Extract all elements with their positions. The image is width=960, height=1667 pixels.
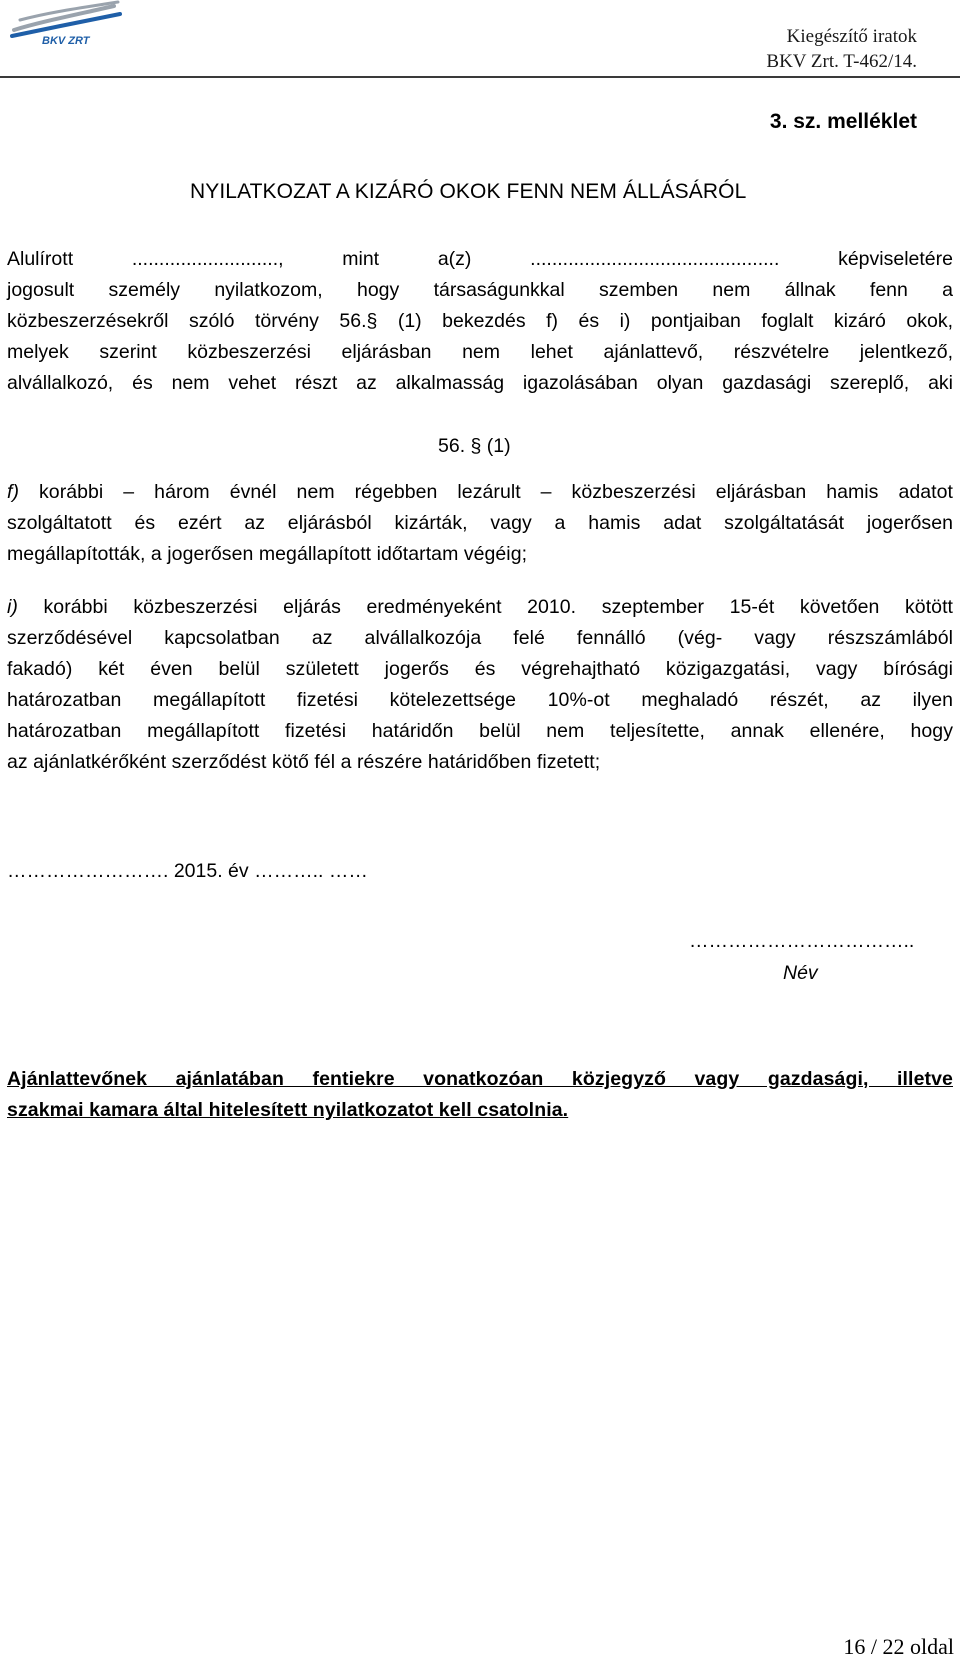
page-number: 16 / 22 oldal	[843, 1634, 954, 1659]
clause-i-text: korábbi közbeszerzési eljárás eredményeként 2010. szeptember 15-ét követően kötött	[17, 596, 953, 618]
clause-f-line: szolgáltatott és ezért az eljárásból kizárták, vagy a hamis adat szolgáltatását jogerősen	[7, 512, 953, 534]
clause-i-marker: i)	[7, 596, 18, 618]
clause-i-line	[7, 592, 953, 623]
intro-line: Alulírott ..........................., mint a(z) .............................................. képviseletére	[7, 248, 953, 270]
clause-f-line	[7, 477, 953, 508]
clause-i-line: az ajánlatkérőként szerződést kötő fél a részére határidőben fizetett;	[7, 751, 601, 773]
document-title: NYILATKOZAT A KIZÁRÓ OKOK FENN NEM ÁLLÁSÁRÓL	[190, 180, 747, 203]
clause-i-line: fakadó) két éven belül született jogerős és végrehajtható közigazgatási, vagy bírósági	[7, 658, 953, 680]
clause-f-marker: f)	[7, 481, 20, 503]
logo-text: BKV ZRT	[42, 35, 90, 47]
intro-line: melyek szerint közbeszerzési eljárásban nem lehet ajánlattevő, részvételre jelentkező,	[7, 341, 953, 363]
note-line: szakmai kamara által hitelesített nyilatkozatot kell csatolnia.	[7, 1099, 569, 1121]
page-header	[0, 0, 960, 79]
header-divider	[0, 76, 960, 78]
header-doc-ref: BKV Zrt. T-462/14.	[766, 51, 917, 72]
annex-label: 3. sz. melléklet	[769, 110, 917, 133]
note-line: Ajánlattevőnek ajánlatában fentiekre vonatkozóan közjegyző vagy gazdasági, illetve	[7, 1068, 953, 1090]
clause-i-line: határozatban megállapított fizetési kötelezettsége 10%-ot meghaladó részét, az ilyen	[7, 689, 953, 711]
attachment-note	[7, 1064, 953, 1126]
header-doc-info	[766, 24, 917, 74]
date-line: ……………………. 2015. év ……….. ……	[7, 860, 368, 882]
clause-i-line: szerződésével kapcsolatban az alvállalkozója felé fennálló (vég- vagy részszámlából	[7, 627, 953, 649]
clause-f	[7, 477, 953, 570]
clause-f-text: korábbi – három évnél nem régebben lezárult – közbeszerzési eljárásban hamis adatot	[19, 481, 953, 503]
clause-i-line: határozatban megállapított fizetési határidőn belül nem teljesítette, annak ellenére, hogy	[7, 720, 953, 742]
law-section-heading: 56. § (1)	[438, 435, 511, 457]
clause-f-line: megállapították, a jogerősen megállapított időtartam végéig;	[7, 543, 528, 565]
clause-i	[7, 592, 953, 778]
header-doc-type: Kiegészítő iratok	[786, 26, 917, 47]
signature-name-label: Név	[783, 962, 818, 984]
bkv-logo	[10, 0, 122, 48]
signature-line: ……………………………..	[689, 930, 915, 952]
intro-line: közbeszerzésekről szóló törvény 56.§ (1) bekezdés f) és i) pontjaiban foglalt kizáró okok,	[7, 310, 953, 332]
intro-line: jogosult személy nyilatkozom, hogy társaságunkkal szemben nem állnak fenn a	[7, 279, 953, 301]
intro-paragraph	[7, 244, 953, 399]
intro-line: alvállalkozó, és nem vehet részt az alkalmasság igazolásában olyan gazdasági szereplő, aki	[7, 372, 953, 394]
